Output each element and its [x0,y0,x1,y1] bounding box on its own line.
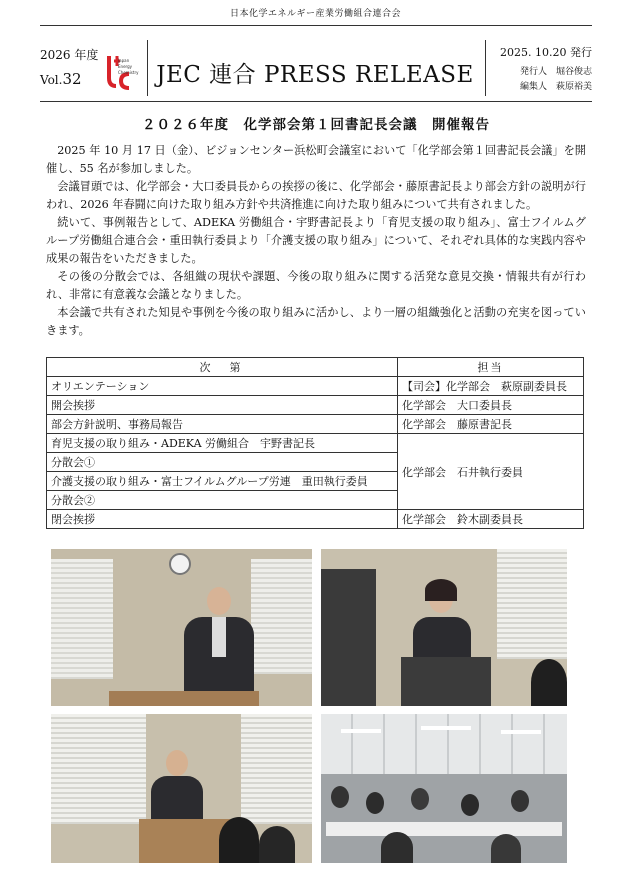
person-cell: 化学部会 大口委員長 [398,396,584,415]
person-cell: 【司会】化学部会 萩原副委員長 [398,377,584,396]
table-row [47,434,584,453]
header-person: 担当 [398,358,584,377]
editor: 編集人 萩原裕美 [519,82,592,92]
table-header-row [47,358,584,377]
photo-speaker-woman [321,549,567,706]
issue-year: 2026 年度 [40,48,99,62]
photo-audience [321,714,567,863]
agenda-item: 介護支援の取り組み・富士フイルムグループ労連 重田執行委員 [47,472,398,491]
agenda-item: 育児支援の取り組み・ADEKA 労働組合 宇野書記長 [47,434,398,453]
table-row [47,377,584,396]
paragraph-3: 続いて、事例報告として、ADEKA 労働組合・宇野書記長より「育児支援の取り組み」、富士フイルムグループ労働組合連合会・重田執行委員より「介護支援の取り組み」について、それぞれ具体的な実践内容や成果の報告をいただきました。 [46,216,586,265]
agenda-item: 部会方針説明、事務局報告 [47,415,398,434]
table-row [47,510,584,529]
agenda-item: 開会挨拶 [47,396,398,415]
person-cell: 化学部会 藤原書記長 [398,415,584,434]
logo-line-1: Japan [118,58,130,63]
logo-line-3: Chemistry [118,70,139,75]
article-headline: ２０２６年度 化学部会第１回書記長会議 開催報告 [142,117,490,133]
header-top-rule [40,25,592,26]
organization-name: 日本化学エネルギー産業労働組合連合会 [229,9,401,19]
agenda-item: 閉会挨拶 [47,510,398,529]
table-row [47,396,584,415]
volume-value: 32 [62,70,82,88]
person-cell-merged: 化学部会 石井執行委員 [398,434,584,510]
publisher-info [480,65,592,95]
header-agenda: 次 第 [47,358,398,377]
paragraph-5: 本会議で共有された知見や事例を今後の取り組みに活かし、より一層の組織強化と活動の充実を図っていきます。 [46,306,586,337]
jec-logo [103,52,139,92]
volume-prefix: Vol. [40,73,63,87]
header-divider-left [147,40,148,96]
person-cell: 化学部会 鈴木副委員長 [398,510,584,529]
table-row [47,415,584,434]
schedule-table [46,357,584,529]
agenda-item: 分散会② [47,491,398,510]
logo-line-2: Energy [118,64,133,69]
agenda-item: オリエンテーション [47,377,398,396]
publisher: 発行人 堀谷俊志 [519,67,592,77]
issue-date: 2025. 10.20 発行 [500,46,592,59]
volume-number [40,70,82,88]
paragraph-2: 会議冒頭では、化学部会・大口委員長からの挨拶の後に、化学部会・藤原書記長より部会方針の説明が行われ、2026 年春闘に向けた取り組み方針や共済推進に向けた取り組みについて共有されました。 [46,180,586,211]
photo-speaker-man-2 [51,714,312,863]
article-body [46,142,586,340]
photo-speaker-man-1 [51,549,312,706]
paragraph-4: その後の分散会では、各組織の現状や課題、今後の取り組みに関する活発な意見交換・情報共有が行われ、非常に有意義な会議となりました。 [46,270,586,301]
page-title: JEC 連合 PRESS RELEASE [156,62,474,88]
agenda-item: 分散会① [47,453,398,472]
paragraph-1: 2025 年 10 月 17 日（金）、ビジョンセンター浜松町会議室において「化学部会第１回書記長会議」を開催し、55 名が参加しました。 [46,144,586,175]
header-bottom-rule [40,101,592,102]
